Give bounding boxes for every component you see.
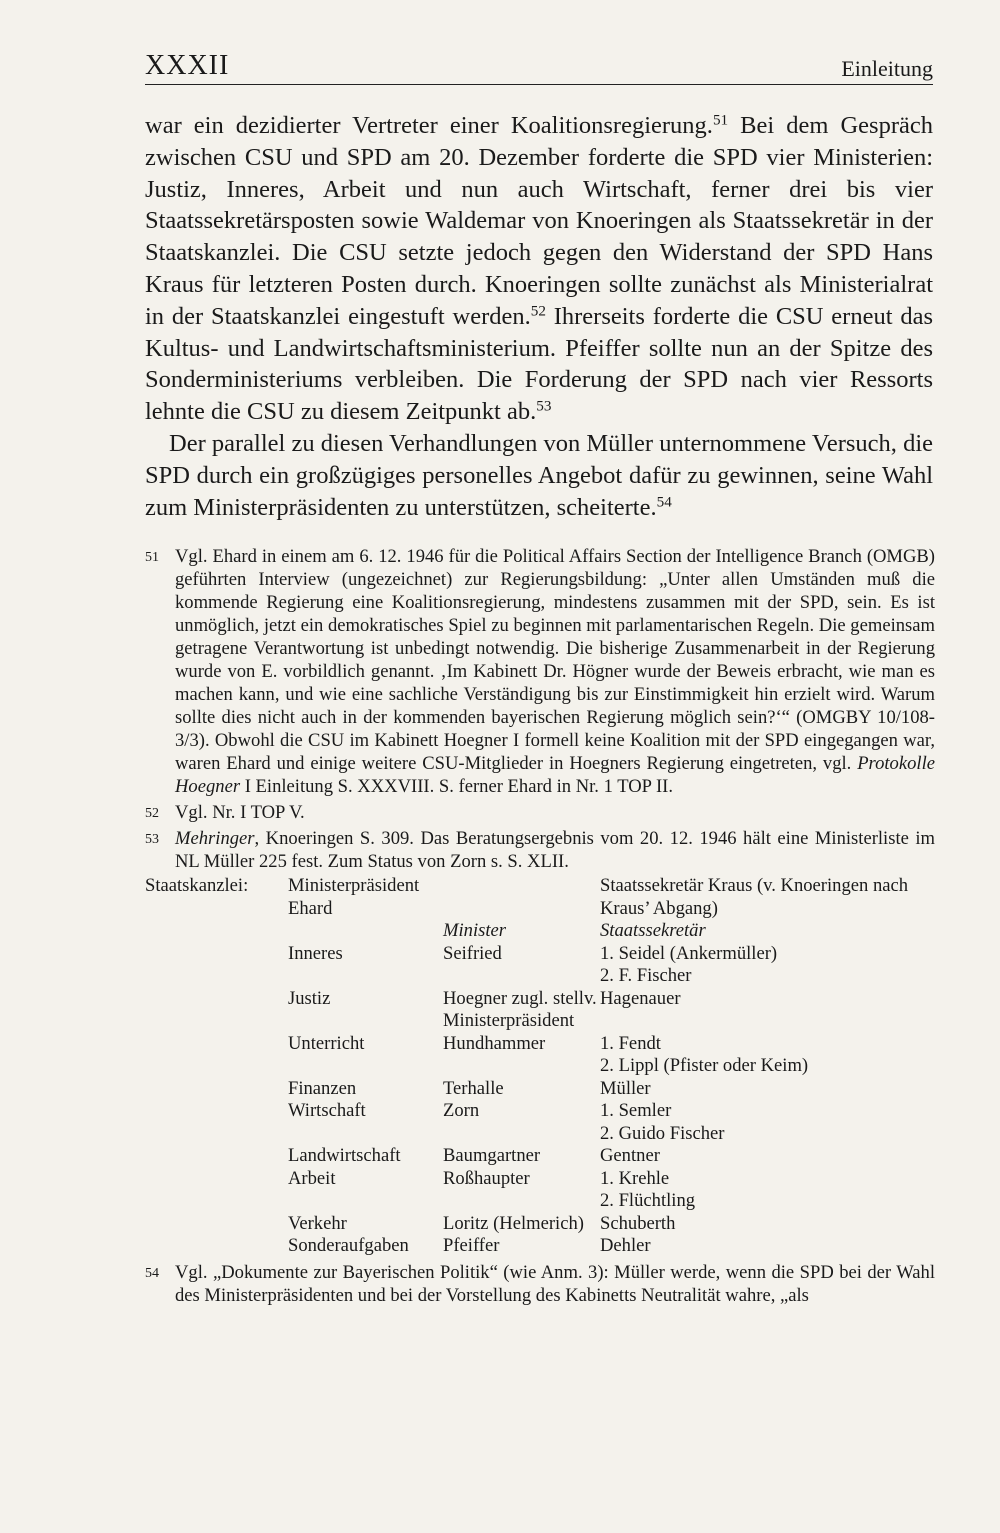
cabinet-cell: Zorn [443,1100,480,1121]
footnote-number: 52 [145,806,159,821]
cabinet-list-table [145,875,935,1258]
cabinet-row [145,1190,935,1213]
cabinet-cell: Ministerpräsident Ehard [288,875,420,919]
cabinet-cell [443,1123,600,1146]
cabinet-cell [443,875,600,920]
cabinet-cell: Baumgartner [443,1145,541,1166]
cabinet-cell [145,943,288,966]
cabinet-cell: Terhalle [443,1077,504,1099]
cabinet-cell: 1. Fendt [600,1032,661,1054]
footnote-text: Vgl. Nr. I TOP V. [175,802,305,823]
cabinet-cell: Loritz (Helmerich) [443,1212,584,1234]
cabinet-row [145,988,935,1033]
cabinet-cell [145,1078,288,1101]
cabinet-row [145,1168,935,1191]
cabinet-row [145,943,935,966]
cabinet-cell [145,1213,288,1236]
page-header [145,48,933,82]
cabinet-cell: Justiz [288,987,331,1009]
footnote-ref-53[interactable]: 53 [536,397,552,415]
cabinet-cell: Hagenauer [600,987,681,1009]
page-number: XXXII [145,50,230,81]
cabinet-cell [145,965,288,988]
cabinet-cell [145,1055,288,1078]
footnote-ref-54[interactable]: 54 [656,493,672,511]
running-head: Einleitung [841,56,933,81]
cabinet-cell: Pfeiffer [443,1235,500,1256]
cabinet-row [145,1055,935,1078]
cabinet-cell: 1. Semler [600,1100,672,1121]
cabinet-cell: Wirtschaft [288,1100,366,1121]
cabinet-row [145,1123,935,1146]
cabinet-cell: Roßhaupter [443,1167,530,1189]
footnote-52 [145,801,935,824]
footnote-number: 53 [145,832,159,847]
cabinet-row [145,1078,935,1101]
cabinet-cell: Staatssekretär Kraus (v. Knoeringen nach Kraus’ Abgang) [600,875,909,919]
cabinet-row [145,920,935,943]
cabinet-cell [443,1190,600,1213]
cabinet-cell: Inneres [288,942,343,964]
footnote-ref-51[interactable]: 51 [712,111,729,129]
cabinet-cell: 1. Seidel (Ankermüller) [600,942,778,964]
cabinet-cell: Hoegner zugl. stellv. Ministerpräsident [443,987,597,1031]
cabinet-cell: Hundhammer [443,1032,546,1054]
cabinet-cell: Verkehr [288,1212,347,1234]
cabinet-row [145,965,935,988]
cabinet-cell: Schuberth [600,1212,676,1234]
cabinet-cell [145,1190,288,1213]
cabinet-list-body [145,875,935,1258]
cabinet-cell: 2. Lippl (Pfister oder Keim) [600,1055,809,1076]
cabinet-cell: Landwirtschaft [288,1145,401,1166]
cabinet-cell [288,1055,443,1078]
cabinet-row [145,875,935,920]
cabinet-cell: Arbeit [288,1167,336,1189]
cabinet-cell: Unterricht [288,1032,365,1054]
cabinet-cell: Seifried [443,942,502,964]
footnote-53 [145,827,935,873]
cabinet-cell: 2. Flüchtling [600,1190,696,1211]
cabinet-cell [443,1055,600,1078]
footnote-51 [145,545,935,798]
cabinet-cell: Sonderaufgaben [288,1235,409,1256]
cabinet-row [145,1100,935,1123]
footnote-number: 54 [145,1265,159,1281]
cabinet-cell [145,988,288,1033]
header-rule [145,84,933,85]
cabinet-cell: Staatskanzlei: [145,875,249,896]
footnote-54 [145,1261,935,1307]
footnote-text: Vgl. „Dokumente zur Bayerischen Politik“ (wie Anm. 3): Müller werde, wenn die SPD bei der Wahl des Ministerpräsidenten und bei der Vorstellung des Kabinetts Neutralität wahre, „als [175,1261,935,1306]
footnote-number: 51 [145,550,159,565]
cabinet-cell [145,1100,288,1123]
cabinet-cell [288,965,443,988]
cabinet-cell: Dehler [600,1235,651,1256]
cabinet-row [145,1145,935,1168]
footnote-text: Vgl. Ehard in einem am 6. 12. 1946 für die Political Affairs Section der Intelligence Branch (OMGB) geführten Interview (ungezeichnet) zur Regierungsbildung: „Unter allen Umständen muß die kommende Regierung eine Koalitionsregierung, mindestens zusammen mit der SPD, sein. Es ist unmöglich, jetzt ein demokratisches Spiel zu beginnen mit parlamentarischen Regeln. Die gemeinsam getragene Verantwortung ist unbedingt notwendig. Die bisherige Zusammenarbeit in der Regierung wurde von E. vorbildlich genannt. ‚Im Kabinett Dr. Högner wurde der Beweis erbracht, wie man es machen kann, und wie eine sachliche Verständigung bis zur Einstimmigkeit hin erzielt wird. Warum sollte dies nicht auch in der kommenden bayerischen Regierung möglich sein?‘“ (OMGBY 10/108-3/3). Obwohl die CSU im Kabinett Hoegner I formell keine Koalition mit der SPD eingegangen war, waren Ehard und einige weitere CSU-Mitglieder in Hoegners Regierung eingetreten, vgl. Protokolle Hoegner I Einleitung S. XXXVIII. S. ferner Ehard in Nr. 1 TOP II. [175,546,935,797]
cabinet-row [145,1235,935,1258]
cabinet-row [145,1213,935,1236]
cabinet-cell: 2. F. Fischer [600,965,692,986]
cabinet-cell: Finanzen [288,1077,357,1099]
cabinet-cell [145,1123,288,1146]
cabinet-cell [145,1033,288,1056]
cabinet-cell [288,1123,443,1146]
cabinet-cell: Minister [443,920,507,941]
cabinet-row [145,1033,935,1056]
footnotes [145,545,935,1307]
cabinet-cell: Staatssekretär [600,920,706,941]
cabinet-cell [288,920,443,943]
cabinet-cell [288,1190,443,1213]
cabinet-cell [145,1235,288,1258]
cabinet-cell: 2. Guido Fischer [600,1122,725,1144]
footnote-ref-52[interactable]: 52 [530,302,546,320]
body-paragraph: Der parallel zu diesen Verhandlungen von Müller unternommene Versuch, die SPD durch ein großzügiges personelles Angebot dafür zu gewinnen, seine Wahl zum Ministerpräsidenten zu unterstützen, scheiterte.$^{54}$ [145,429,933,521]
cabinet-cell [443,965,600,988]
cabinet-cell: Müller [600,1077,651,1099]
body-paragraph: war ein dezidierter Vertreter einer Koalitionsregierung.$^{51}$ Bei dem Gespräch zwischen CSU und SPD am 20. Dezember forderte die SPD vier Ministerien: Justiz, Inneres, Arbeit und nun auch Wirtschaft, ferner drei bis vier Staatssekretärsposten sowie Waldemar von Knoeringen als Staatssekretär in der Staatskanzlei. Die CSU setzte jedoch gegen den Widerstand der SPD Hans Kraus für letzteren Posten durch. Knoeringen sollte zunächst als Ministerialrat in der Staatskanzlei eingestuft werden.$^{52}$ Ihrerseits forderte die CSU erneut das Kultus- und Landwirtschaftsministerium. Pfeiffer sollte nun an der Spitze des Sonderministeriums verbleiben. Die Forderung der SPD nach vier Ressorts lehnte die CSU zu diesem Zeitpunkt ab.$^{53}$ [145,111,934,426]
footnote-text: Mehringer, Knoeringen S. 309. Das Beratungsergebnis vom 20. 12. 1946 hält eine Ministerliste im NL Müller 225 fest. Zum Status von Zorn s. S. XLII. [175,828,935,872]
cabinet-cell: 1. Krehle [600,1167,670,1189]
cabinet-cell [145,920,288,943]
cabinet-cell: Gentner [600,1145,660,1166]
cabinet-cell [145,1145,288,1168]
cabinet-cell [145,1168,288,1191]
body-text [145,110,933,523]
